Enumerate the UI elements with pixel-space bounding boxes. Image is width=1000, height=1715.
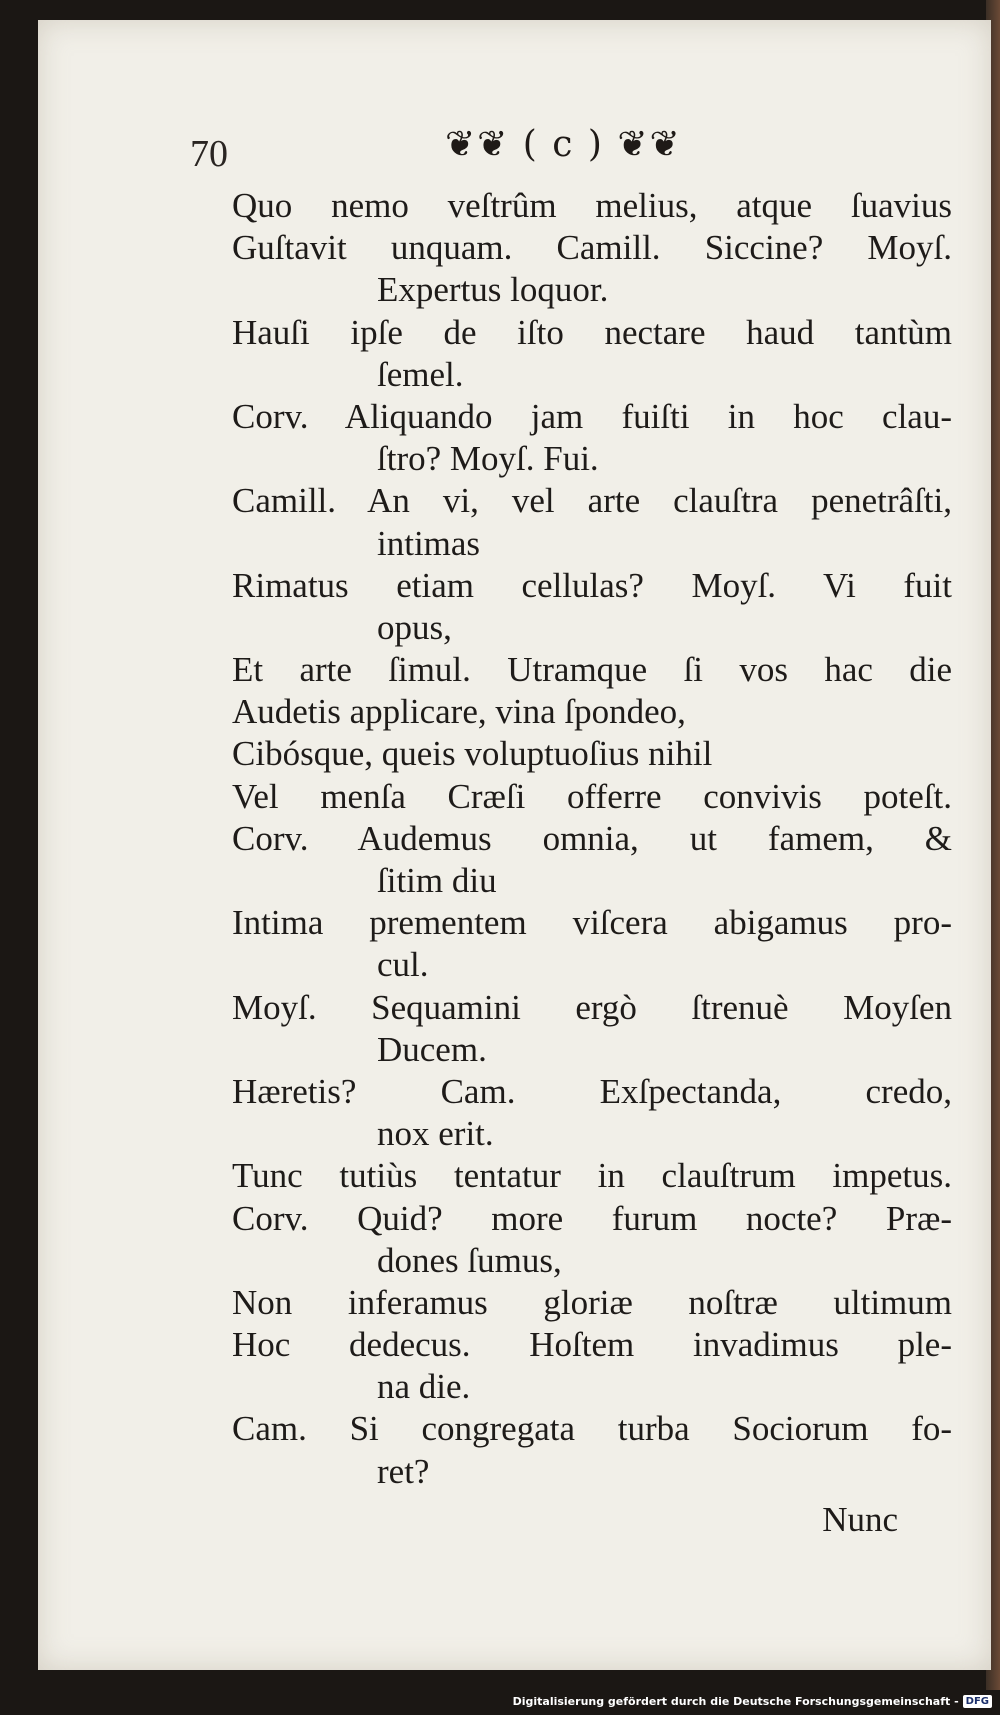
text-line: Audetis applicare, vina ſpondeo,: [232, 692, 686, 732]
digitization-footer: [513, 1691, 992, 1711]
text-line: Camill. An vi, vel arte clauſtra penetrâſti,: [232, 481, 952, 521]
dfg-logo-icon: DFG: [963, 1695, 992, 1708]
header-ornament: ❦❦ ( c ) ❦❦: [445, 124, 682, 165]
funding-credit: Digitalisierung gefördert durch die Deutsche Forschungsgemeinschaft -: [512, 1694, 959, 1708]
text-line: Hæretis? Cam. Exſpectanda, credo,: [232, 1071, 952, 1111]
text-line: Et arte ſimul. Utramque ſi vos hac die: [232, 650, 952, 690]
text-line: Guſtavit unquam. Camill. Siccine? Moyſ.: [232, 228, 952, 268]
page-header: [190, 118, 750, 178]
text-line: ſitim diu: [377, 861, 497, 900]
text-line: Cam. Si congregata turba Sociorum fo-: [232, 1409, 952, 1449]
text-line: Intima prementem viſcera abigamus pro-: [232, 903, 952, 943]
catchword: Nunc: [822, 1500, 898, 1539]
text-line: Vel menſa Cræſi offerre convivis poteſt.: [232, 776, 952, 816]
text-block: [232, 185, 952, 1493]
text-line: ſtro? Moyſ. Fui.: [377, 439, 599, 479]
text-line: Tunc tutiùs tentatur in clauſtrum impetus.: [232, 1156, 952, 1196]
text-line: Corv. Audemus omnia, ut famem, &: [232, 818, 952, 858]
text-line: dones ſumus,: [377, 1240, 562, 1280]
text-line: Corv. Aliquando jam fuiſti in hoc clau-: [232, 396, 952, 436]
text-line: ret?: [377, 1451, 430, 1491]
text-line: cul.: [377, 945, 429, 985]
text-line: opus,: [377, 607, 452, 647]
text-line: Corv. Quid? more furum nocte? Præ-: [232, 1198, 952, 1238]
text-line: Quo nemo veſtrûm melius, atque ſuavius: [232, 186, 952, 225]
text-line: Hauſi ipſe de iſto nectare haud tantùm: [232, 312, 952, 352]
page-number: 70: [190, 133, 228, 175]
text-line: Moyſ. Sequamini ergò ſtrenuè Moyſen: [232, 987, 952, 1027]
text-line: Hoc dedecus. Hoſtem invadimus ple-: [232, 1325, 952, 1365]
text-line: Expertus loquor.: [377, 270, 609, 310]
text-line: nox erit.: [377, 1114, 494, 1154]
text-line: na die.: [377, 1367, 471, 1407]
text-line: Cibósque, queis voluptuoſius nihil: [232, 734, 713, 774]
text-line: Non inferamus gloriæ noſtræ ultimum: [232, 1282, 952, 1322]
text-line: Rimatus etiam cellulas? Moyſ. Vi fuit: [232, 565, 952, 605]
text-line: Ducem.: [377, 1029, 487, 1069]
text-line: ſemel.: [377, 354, 464, 394]
text-line: intimas: [377, 523, 481, 563]
